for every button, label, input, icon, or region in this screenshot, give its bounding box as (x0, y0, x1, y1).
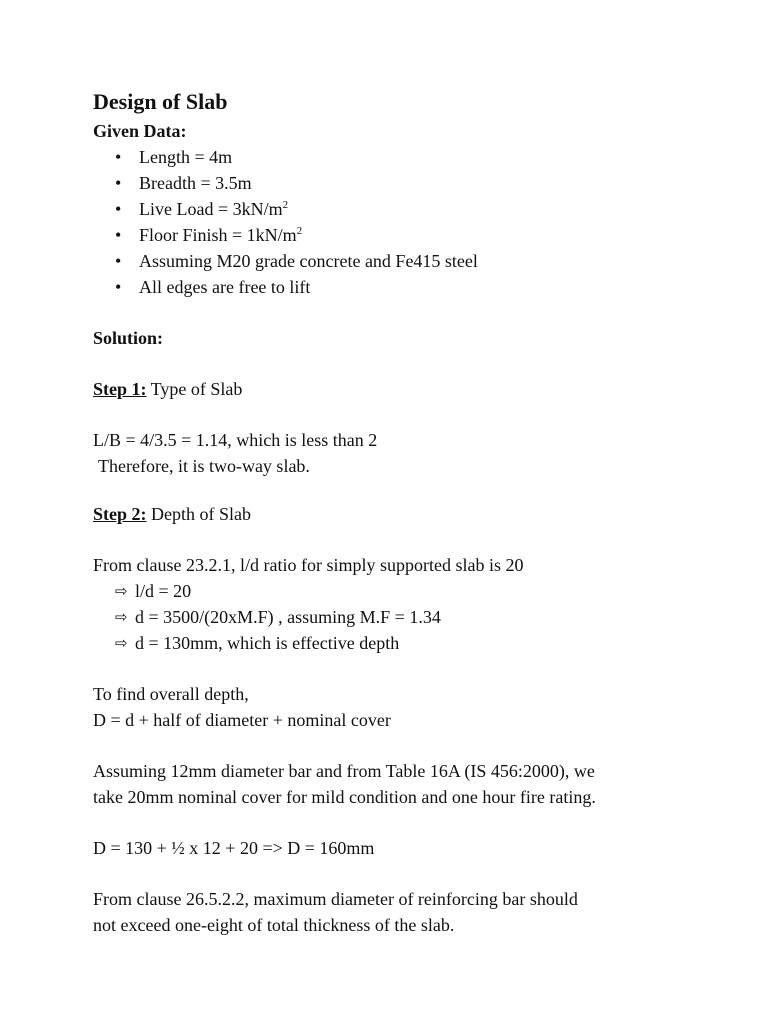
given-item-materials: • Assuming M20 grade concrete and Fe415 steel (115, 248, 713, 274)
given-data-list (93, 144, 713, 300)
step2-derivation-list (93, 578, 713, 656)
derivation-item: ⇨ d = 3500/(20xM.F) , assuming M.F = 1.34 (115, 604, 713, 630)
step1-heading: Step 1: Type of Slab (93, 379, 243, 399)
step2-intro-line: From clause 23.2.1, l/d ratio for simply supported slab is 20 (93, 555, 524, 575)
right-arrow-outline-icon: ⇨ (115, 634, 128, 652)
document-page (93, 86, 713, 938)
clause-line-1: From clause 26.5.2.2, maximum diameter of reinforcing bar should (93, 889, 578, 909)
assumption-line-2: take 20mm nominal cover for mild condition and one hour fire rating. (93, 787, 596, 807)
given-item-floor-finish: • Floor Finish = $1kN/m^2$ (115, 222, 713, 248)
right-arrow-outline-icon: ⇨ (115, 608, 128, 626)
derivation-item: ⇨ l/d = 20 (115, 578, 713, 604)
given-item-length: • Length = 4m (115, 144, 713, 170)
given-item-edges: • All edges are free to lift (115, 274, 713, 300)
assumption-line-1: Assuming 12mm diameter bar and from Table 16A (IS 456:2000), we (93, 761, 595, 781)
step1-ratio-line: L/B = 4/3.5 = 1.14, which is less than 2 (93, 430, 378, 450)
step2-heading: Step 2: Depth of Slab (93, 504, 251, 524)
overall-depth-formula: D = d + half of diameter + nominal cover (93, 710, 391, 730)
given-item-live-load: • Live Load = $3kN/m^2$ (115, 196, 713, 222)
overall-depth-intro: To find overall depth, (93, 684, 249, 704)
right-arrow-outline-icon: ⇨ (115, 582, 128, 600)
given-data-heading: Given Data: (93, 121, 187, 141)
step1-conclusion-line: Therefore, it is two-way slab. (98, 456, 310, 476)
solution-heading: Solution: (93, 328, 164, 348)
overall-depth-result: D = 130 + ½ x 12 + 20 => D = 160mm (93, 838, 375, 858)
clause-line-2: not exceed one-eight of total thickness of the slab. (93, 915, 455, 935)
given-item-breadth: • Breadth = 3.5m (115, 170, 713, 196)
page-title: Design of Slab (93, 89, 228, 114)
derivation-item: ⇨ d = 130mm, which is effective depth (115, 630, 713, 656)
